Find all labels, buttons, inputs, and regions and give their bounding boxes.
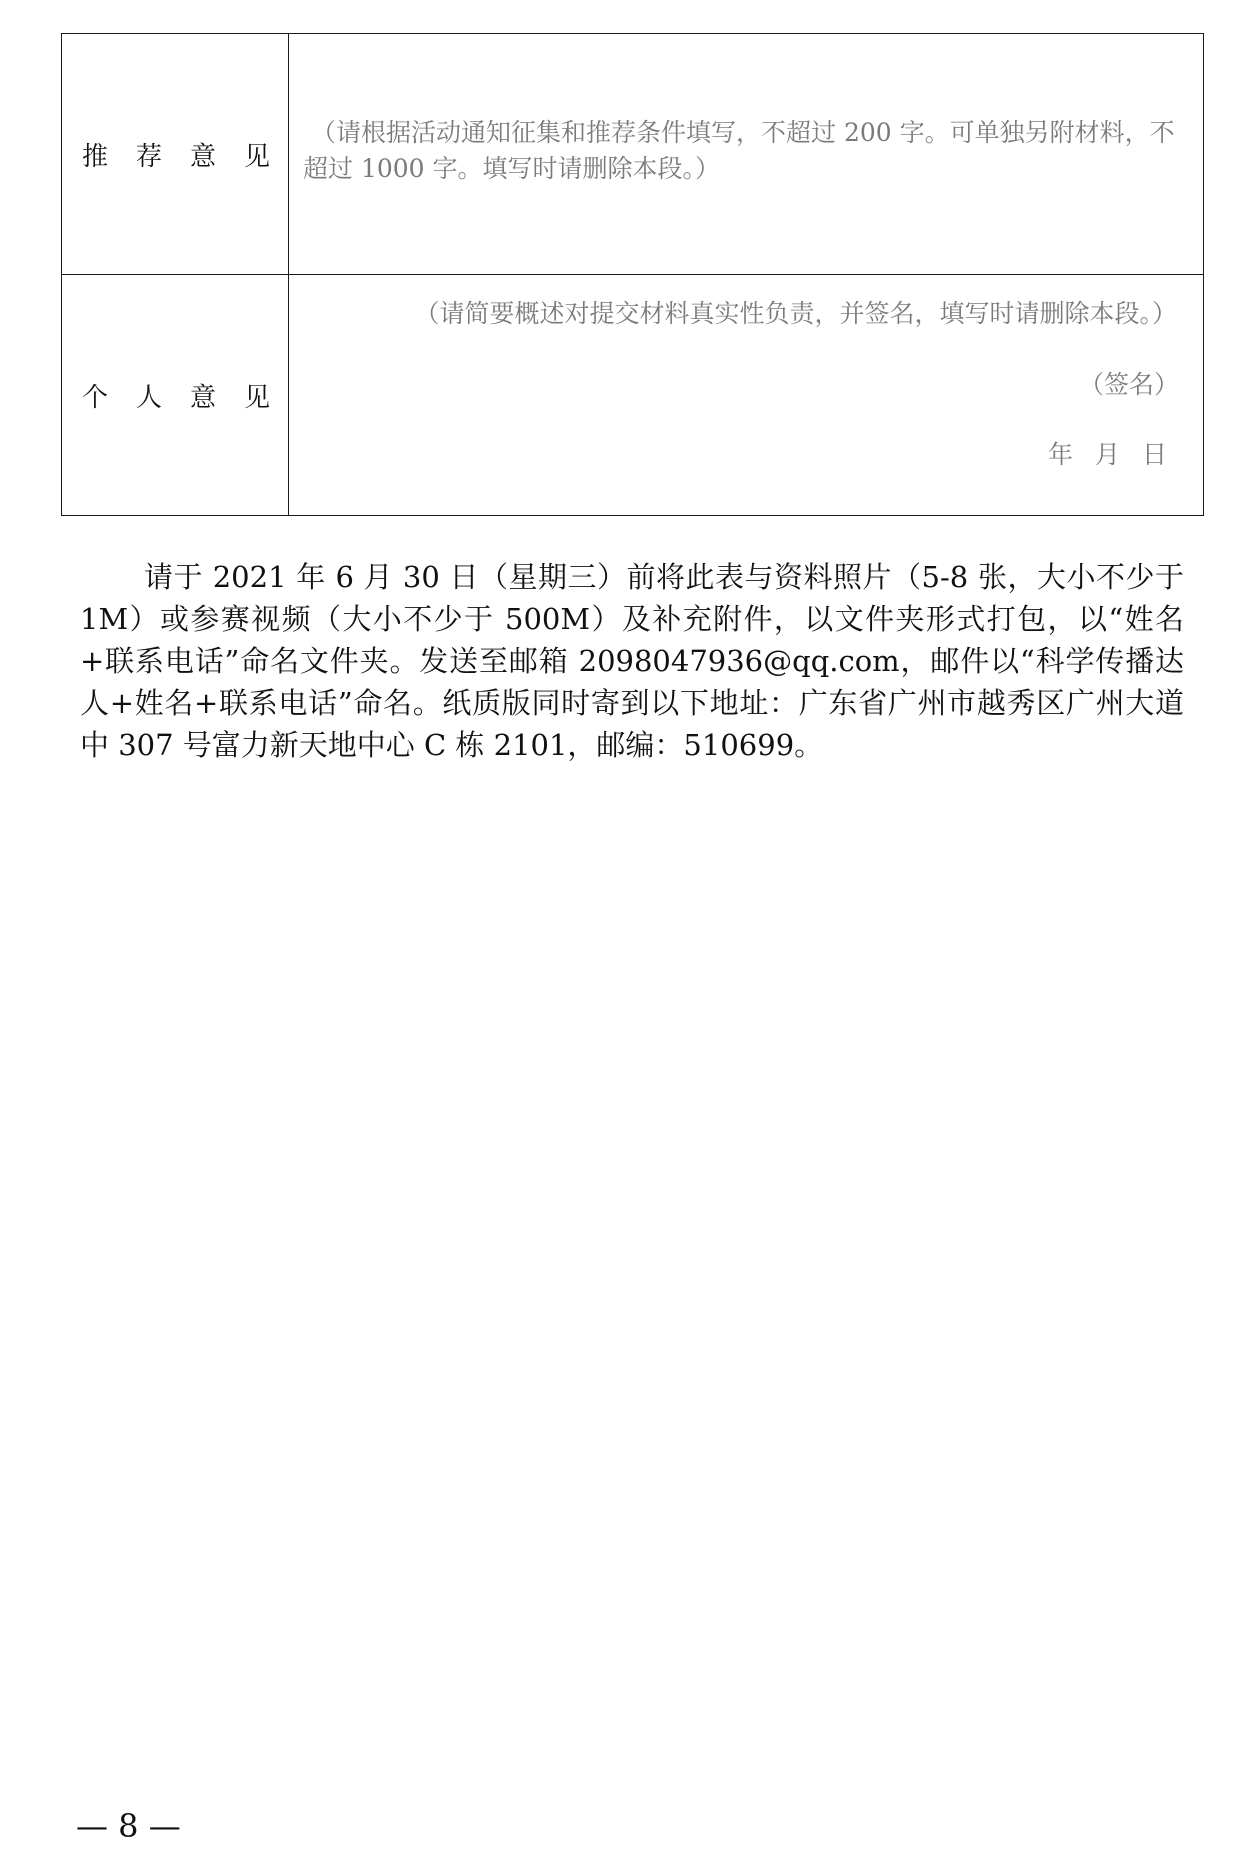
- recommendation-field[interactable]: [289, 34, 1204, 275]
- personal-row: [62, 275, 1204, 516]
- recommendation-label-cell: [62, 34, 299, 275]
- personal-hint: （请简要概述对提交材料真实性负责，并签名，填写时请删除本段。）: [414, 299, 1177, 328]
- recommendation-label: 推荐意见: [82, 141, 299, 172]
- recommendation-row: [62, 34, 1204, 275]
- recommendation-hint: （请根据活动通知征集和推荐条件填写，不超过 200 字。可单独另附材料，不超过 1000 字。填写时请删除本段。）: [303, 118, 1175, 183]
- signature-label: （签名）: [1078, 370, 1179, 399]
- submission-notice: 请于 2021 年 6 月 30 日（星期三）前将此表与资料照片（5-8 张，大小不少于 1M）或参赛视频（大小不少于 500M）及补充附件，以文件夹形式打包，以“姓名+联系电话”命名文件夹。发送至邮箱 2098047936@qq.com，邮件以“科学传播达人+姓名+联系电话”命名。纸质版同时寄到以下地址：广东省广州市越秀区广州大道中 307 号富力新天地中心 C 栋 2101，邮编：510699。: [80, 560, 1184, 762]
- personal-label: 个人意见: [82, 382, 299, 413]
- personal-label-cell: [62, 275, 299, 516]
- page-number: — 8 —: [76, 1807, 181, 1845]
- personal-field[interactable]: [289, 275, 1204, 516]
- date-label: 年月日: [1047, 440, 1189, 469]
- application-form-table: [61, 33, 1204, 516]
